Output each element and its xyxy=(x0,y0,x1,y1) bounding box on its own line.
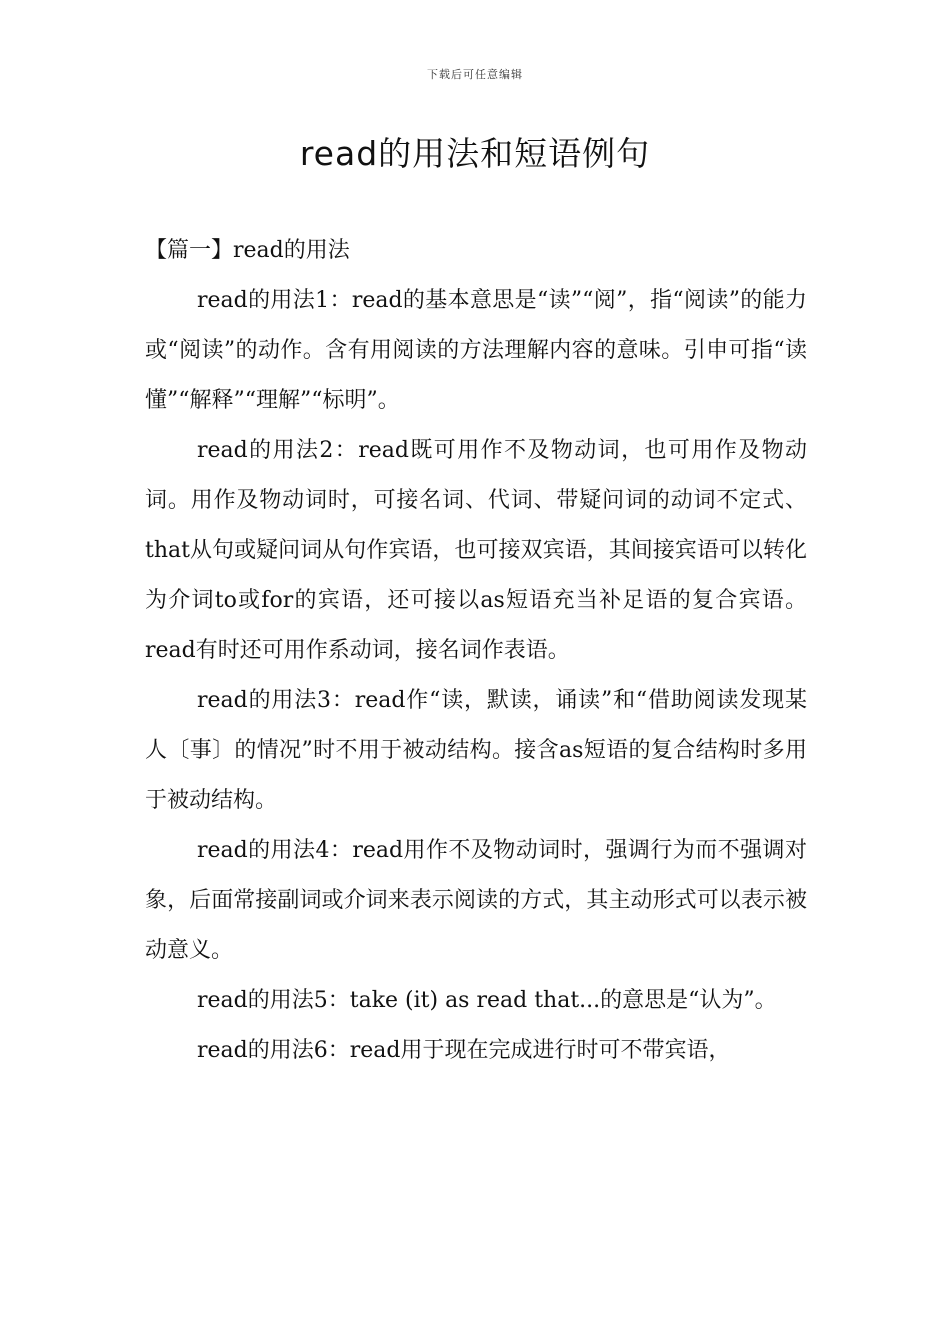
paragraph-usage-1: read的用法1：read的基本意思是“读”“阅”，指“阅读”的能力或“阅读”的动作。含有用阅读的方法理解内容的意味。引申可指“读懂”“解释”“理解”“标明”。 xyxy=(145,288,807,413)
paragraph-usage-5: read的用法5：take (it) as read that...的意思是“认为”。 xyxy=(197,988,777,1013)
document-body xyxy=(145,226,807,1076)
document-title: read的用法和短语例句 xyxy=(299,134,651,173)
paragraph-usage-6: read的用法6：read用于现在完成进行时可不带宾语， xyxy=(197,1038,731,1063)
paragraph-usage-3: read的用法3：read作“读，默读，诵读”和“借助阅读发现某人〔事〕的情况”时不用于被动结构。接含as短语的复合结构时多用于被动结构。 xyxy=(145,688,807,813)
paragraph-usage-2: read的用法2：read既可用作不及物动词，也可用作及物动词。用作及物动词时，可接名词、代词、带疑问词的动词不定式、that从句或疑问词从句作宾语，也可接双宾语，其间接宾语可以转化为介词to或for的宾语，还可接以as短语充当补足语的复合宾语。read有时还可用作系动词，接名词作表语。 xyxy=(145,438,807,663)
section-heading: 【篇一】read的用法 xyxy=(145,238,350,263)
header-note: 下载后可任意编辑 xyxy=(427,68,523,81)
paragraph-usage-4: read的用法4：read用作不及物动词时，强调行为而不强调对象，后面常接副词或介词来表示阅读的方式，其主动形式可以表示被动意义。 xyxy=(145,838,807,963)
